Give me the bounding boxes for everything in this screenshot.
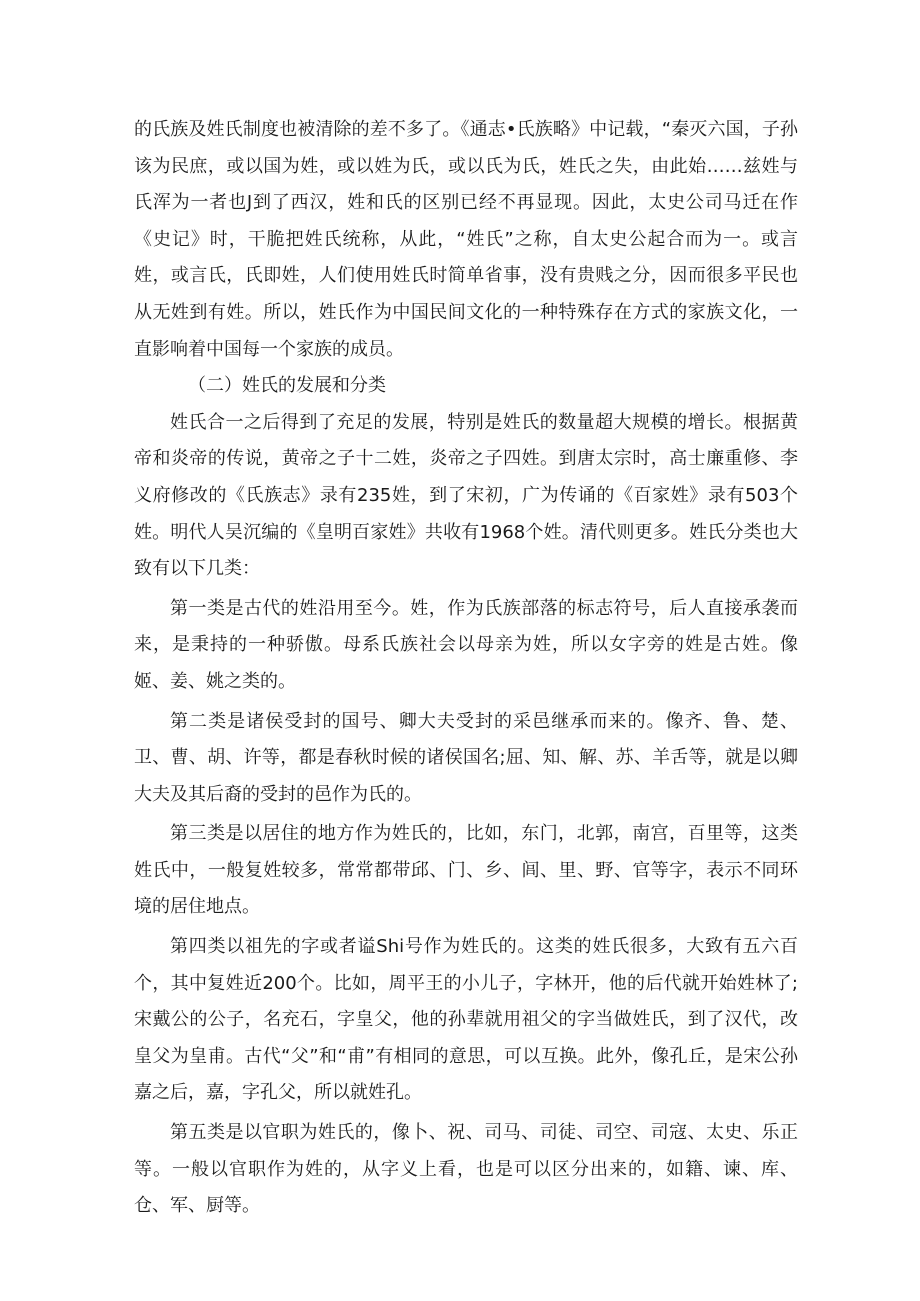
- paragraph-category-3: 第三类是以居住的地方作为姓氏的，比如，东门，北郭，南宫，百里等，这类姓氏中，一般复姓较多，常常都带邱、门、乡、闾、里、野、官等字，表示不同环境的居住地点。: [134, 823, 798, 918]
- paragraph-category-2: 第二类是诸侯受封的国号、卿大夫受封的采邑继承而来的。像齐、鲁、楚、卫、曹、胡、许等，都是春秋时候的诸侯国名;屈、知、解、苏、羊舌等，就是以卿大夫及其后裔的受封的邑作为氏的。: [134, 710, 798, 805]
- paragraph-category-4: 第四类以祖先的字或者谥Shi号作为姓氏的。这类的姓氏很多，大致有五六百个，其中复姓近200个。比如，周平王的小儿子，字林开，他的后代就开始姓林了;宋戴公的公子，名充石，字皇父，他的孙辈就用祖父的字当做姓氏，到了汉代，改皇父为皇甫。古代“父”和“甫”有相同的意思，可以互换。此外，像孔丘，是宋公孙嘉之后，嘉，字孔父，所以就姓孔。: [134, 936, 798, 1104]
- paragraph-category-5: 第五类是以官职为姓氏的，像卜、祝、司马、司徒、司空、司寇、太史、乐正等。一般以官职作为姓的，从字义上看，也是可以区分出来的，如籍、谏、库、仓、军、厨等。: [134, 1122, 798, 1217]
- paragraph-category-1: 第一类是古代的姓沿用至今。姓，作为氏族部落的标志符号，后人直接承袭而来，是秉持的一种骄傲。母系氏族社会以母亲为姓，所以女字旁的姓是古姓。像姬、姜、姚之类的。: [134, 597, 798, 692]
- paragraph-continuation: 的氏族及姓氏制度也被清除的差不多了。《通志•氏族略》中记载，“秦灭六国，子孙该为民庶，或以国为姓，或以姓为氏，或以氏为氏，姓氏之失，由此始……兹姓与氏浑为一者也J到了西汉，姓和氏的区别已经不再显现。因此，太史公司马迁在作《史记》时，干脆把姓氏统称，从此，“姓氏”之称，自太史公起合而为一。或言姓，或言氏，氏即姓，人们使用姓氏时简单省事，没有贵贱之分，因而很多平民也从无姓到有姓。所以，姓氏作为中国民间文化的一种特殊存在方式的家族文化，一直影响着中国每一个家族的成员。: [134, 119, 798, 360]
- document-body: [134, 112, 798, 1225]
- paragraph-development: 姓氏合一之后得到了充足的发展，特别是姓氏的数量超大规模的增长。根据黄帝和炎帝的传说，黄帝之子十二姓，炎帝之子四姓。到唐太宗时，高士廉重修、李义府修改的《氏族志》录有235姓，到了宋初，广为传诵的《百家姓》录有503个姓。明代人吴沉编的《皇明百家姓》共收有1968个姓。清代则更多。姓氏分类也大致有以下几类：: [134, 411, 798, 580]
- section-heading: （二）姓氏的发展和分类: [188, 375, 386, 397]
